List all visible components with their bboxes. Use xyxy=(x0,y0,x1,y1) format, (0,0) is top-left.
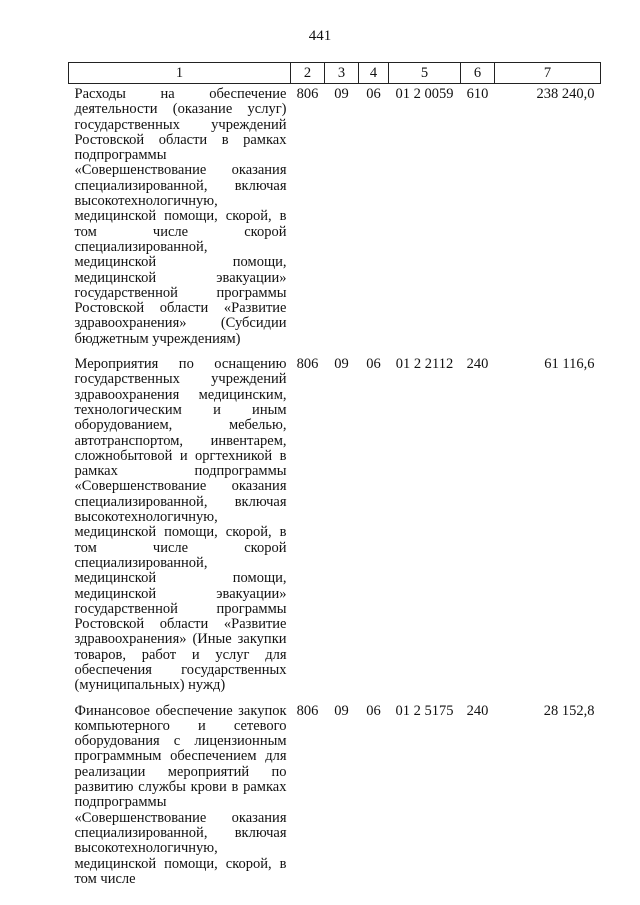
header-col-5: 5 xyxy=(389,63,461,84)
row-col-5: 01 2 0059 xyxy=(395,86,454,102)
page-number: 441 xyxy=(308,28,332,44)
table-row xyxy=(69,353,601,694)
row-col-3: 09 xyxy=(334,702,349,719)
budget-table xyxy=(68,62,601,887)
row-col-6: 610 xyxy=(466,86,489,102)
row-col-4: 06 xyxy=(366,702,381,719)
table-body xyxy=(69,84,601,888)
row-col-2: 806 xyxy=(296,702,319,719)
row-col-7: 238 240,0 xyxy=(536,86,595,102)
row-description: Расходы на обеспечение деятельности (оказание услуг) государственных учреждений Ростовской области в рамках подпрограммы «Совершенствование оказания специализированной, включая высокотехнологичную, медицинской помощи, скорой, в том числе скорой специализированной, медицинской помощи, медицинской эвакуации» государственной программы Ростовской области «Развитие здравоохранения» (Субсидии бюджетным учреждениям) xyxy=(74,86,287,347)
row-description: Финансовое обеспечение закупок компьютерного и сетевого оборудования с лицензионным программным обеспечением для реализации мероприятий по развитию службы крови в рамках подпрограммы «Совершенствование оказания специализированной, включая высокотехнологичную, медицинской помощи, скорой, в том числе xyxy=(74,702,287,887)
row-col-3: 09 xyxy=(334,356,349,373)
header-col-4: 4 xyxy=(359,63,389,84)
header-row xyxy=(69,63,601,84)
row-col-2: 806 xyxy=(296,356,319,373)
row-description: Мероприятия по оснащению государственных учреждений здравоохранения медицинским, технологическим и иным оборудованием, мебелью, автотранспортом, инвентарем, сложнобытовой и оргтехникой в рамках подпрограммы «Совершенствование оказания специализированной, включая высокотехнологичную, медицинской помощи, скорой, в том числе скорой специализированной, медицинской помощи, медицинской эвакуации» государственной программы Ростовской области «Развитие здравоохранения» (Иные закупки товаров, работ и услуг для обеспечения государственных (муниципальных) нужд) xyxy=(74,356,287,694)
row-col-2: 806 xyxy=(296,86,319,102)
table-row xyxy=(69,700,601,888)
table-row xyxy=(69,84,601,348)
row-col-5: 01 2 5175 xyxy=(395,702,454,719)
row-col-4: 06 xyxy=(366,356,381,373)
row-col-6: 240 xyxy=(466,702,489,719)
header-col-7: 7 xyxy=(495,63,601,84)
row-col-7: 61 116,6 xyxy=(544,356,595,373)
row-col-3: 09 xyxy=(334,86,349,102)
row-col-6: 240 xyxy=(466,356,489,373)
header-col-1: 1 xyxy=(69,63,291,84)
row-col-4: 06 xyxy=(366,86,381,102)
header-col-3: 3 xyxy=(325,63,359,84)
row-col-5: 01 2 2112 xyxy=(395,356,454,373)
table-header xyxy=(69,63,601,84)
row-col-7: 28 152,8 xyxy=(543,702,595,719)
header-col-2: 2 xyxy=(291,63,325,84)
header-col-6: 6 xyxy=(461,63,495,84)
